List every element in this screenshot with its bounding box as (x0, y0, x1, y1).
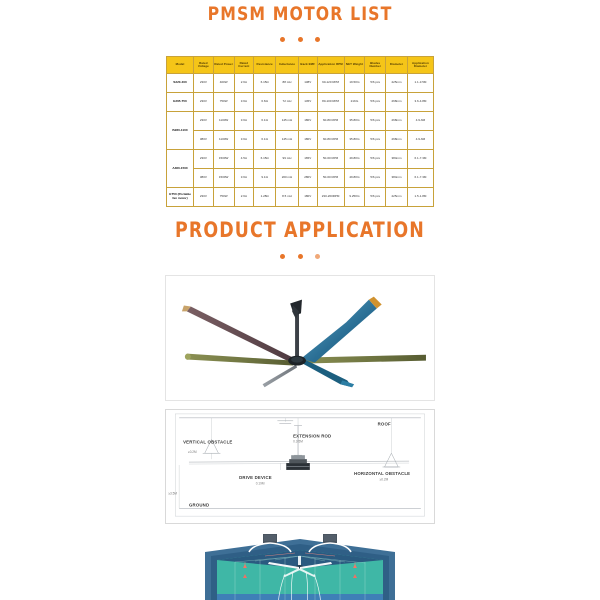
table-cell-current: 4.5A (234, 150, 254, 169)
table-header-cell-8: NET Weight (344, 57, 365, 74)
table-cell-model: S220-400 (167, 74, 194, 93)
table-header-cell-2: Rated Power (213, 57, 234, 74)
table-cell-blades: 5/6 pcs (365, 112, 386, 131)
table-cell-voltage: 380V (194, 131, 214, 150)
table-header-cell-5: Inductance (276, 57, 299, 74)
page-title-motor-list: PMSM MOTOR LIST (207, 3, 393, 25)
table-cell-power: 750W (213, 93, 234, 112)
table-header-cell-11: Application Diameter (407, 57, 433, 74)
table-cell-rpm: 50-60 RPM (317, 150, 344, 169)
diagram-label-vertical-obstacle-line1: VERTICAL OBSTACLE (183, 439, 233, 445)
table-header-cell-3: Rated Current (234, 57, 254, 74)
dot-1 (280, 254, 285, 259)
table-cell-resistance: 9.1Ω (254, 169, 276, 188)
dot-3 (315, 254, 320, 259)
table-row (167, 131, 434, 150)
diagram-label-horizontal-obstacle: HORIZONTAL OBSTACLE (354, 470, 411, 476)
diagram-value-floor-height: ≥3.5M (168, 491, 178, 496)
hvls-fan-photo (165, 275, 435, 401)
table-cell-back-emf: 138V (298, 74, 317, 93)
table-cell-inductance: 99 mH (276, 150, 299, 169)
table-cell-resistance: 1.28Ω (254, 188, 276, 207)
table-cell-blades: 5/6 pcs (365, 150, 386, 169)
table-header-cell-9: Blades Number (365, 57, 386, 74)
dot-3 (315, 37, 320, 42)
table-cell-voltage: 380V (194, 169, 214, 188)
dot-1 (280, 37, 285, 42)
table-cell-blades: 5/6 pcs (365, 131, 386, 150)
table-cell-voltage: 230V (194, 112, 214, 131)
table-cell-weight: 21KG (344, 93, 365, 112)
table-cell-current: 2.6A (234, 74, 254, 93)
table-cell-blades: 5/6 pcs (365, 169, 386, 188)
diagram-value-horizontal-obstacle: ≥0.2M (379, 477, 389, 482)
table-cell-weight: 9.25KG (344, 188, 365, 207)
table-cell-model: B280-1100 (167, 112, 194, 150)
table-cell-diameter: 384mm (386, 169, 408, 188)
table-row (167, 112, 434, 131)
table-header-cell-4: Resistance (254, 57, 276, 74)
table-row (167, 169, 434, 188)
table-cell-inductance: 72 mH (276, 93, 299, 112)
table-cell-current: 3.6A (234, 93, 254, 112)
table-header-cell-7: Application RPM (317, 57, 344, 74)
table-row (167, 150, 434, 169)
table-cell-power: 1100W (213, 112, 234, 131)
diagram-value-extension-rod: 0.3-5M (293, 439, 303, 444)
table-header-cell-10: Diameter (386, 57, 408, 74)
table-cell-current: 3.6A (234, 131, 254, 150)
table-row (167, 188, 434, 207)
title-dots-product-application (0, 246, 600, 264)
table-cell-weight: 35.8KG (344, 112, 365, 131)
table-cell-resistance: 6.15Ω (254, 74, 276, 93)
table-cell-voltage: 230V (194, 93, 214, 112)
table-cell-inductance: 200 mH (276, 169, 299, 188)
table-cell-diameter: 268mm (386, 112, 408, 131)
table-cell-rpm: 60-80 RPM (317, 112, 344, 131)
diagram-label-drive-device: DRIVE DEVICE (239, 474, 272, 480)
table-cell-app-diameter: 6.1-7.3M (407, 150, 433, 169)
warehouse-airflow-drawing (165, 532, 435, 600)
table-cell-resistance: 6.1Ω (254, 112, 276, 131)
table-cell-inductance: 145 mH (276, 112, 299, 131)
clearance-diagram-drawing (166, 410, 434, 523)
table-cell-power: 1100W (213, 131, 234, 150)
table-cell-inductance: 8.5 mH (276, 188, 299, 207)
dot-2 (298, 254, 303, 259)
table-cell-resistance: 6.6Ω (254, 93, 276, 112)
table-cell-weight: 35.8KG (344, 131, 365, 150)
table-cell-diameter: 268mm (386, 131, 408, 150)
page-title-product-application: PRODUCT APPLICATION (175, 218, 425, 242)
table-cell-back-emf: 180V (298, 131, 317, 150)
table-row (167, 74, 434, 93)
installation-clearance-diagram (165, 409, 435, 524)
table-cell-weight: 49.8KG (344, 150, 365, 169)
table-cell-voltage: 230V (194, 74, 214, 93)
table-cell-inductance: 88 mH (276, 74, 299, 93)
table-cell-weight: 19.5KG (344, 74, 365, 93)
table-cell-app-diameter: 4.9-6M (407, 112, 433, 131)
table-cell-diameter: 268mm (386, 93, 408, 112)
table-cell-voltage: 230V (194, 188, 214, 207)
diagram-value-drive-device: 0.19M (255, 481, 265, 486)
table-cell-power: 400W (213, 74, 234, 93)
table-cell-blades: 5/6 pcs (365, 93, 386, 112)
table-cell-power: 1500W (213, 169, 234, 188)
table-cell-app-diameter: 6.1-7.3M (407, 169, 433, 188)
table-cell-back-emf: 180V (298, 188, 317, 207)
table-header-row (167, 57, 434, 74)
table-cell-model: GT50 (Portable fan motor) (167, 188, 194, 207)
table-cell-app-diameter: 3.6-4.8M (407, 93, 433, 112)
pmsm-motor-spec-table (166, 56, 434, 207)
diagram-label-roof: ROOF (377, 421, 391, 427)
table-cell-blades: 5/6 pcs (365, 74, 386, 93)
diagram-label-ground: GROUND (188, 502, 210, 508)
table-cell-blades: 5/6 pcs (365, 188, 386, 207)
table-cell-diameter: 225mm (386, 74, 408, 93)
table-cell-weight: 49.8KG (344, 169, 365, 188)
table-cell-back-emf: 165V (298, 150, 317, 169)
table-cell-rpm: 230-260RPM (317, 188, 344, 207)
table-cell-rpm: 50-60 RPM (317, 169, 344, 188)
table-cell-power: 1500W (213, 150, 234, 169)
spec-table-wrapper (166, 56, 434, 207)
diagram-label-extension-rod: EXTENSION ROD (293, 433, 332, 439)
table-cell-rpm: 80-100 RPM (317, 93, 344, 112)
table-cell-rpm: 90-120 RPM (317, 74, 344, 93)
table-cell-app-diameter: 1.5-1.8M (407, 188, 433, 207)
table-cell-back-emf: 280V (298, 169, 317, 188)
table-cell-voltage: 230V (194, 150, 214, 169)
table-cell-model: E265-750 (167, 93, 194, 112)
table-header-cell-1: Rated Voltage (194, 57, 214, 74)
table-cell-app-diameter: 1.1-3.5M (407, 74, 433, 93)
hvls-fan-illustration (166, 276, 434, 400)
diagram-value-vertical-obstacle: ≥0.2M (187, 450, 197, 455)
warehouse-airflow-illustration (165, 532, 435, 600)
table-cell-back-emf: 145V (298, 93, 317, 112)
table-row (167, 93, 434, 112)
table-cell-diameter: 384mm (386, 150, 408, 169)
title-dots-motor-list (0, 29, 600, 47)
table-cell-model: A480-1500 (167, 150, 194, 188)
table-header-cell-6: Back EMF (298, 57, 317, 74)
table-cell-rpm: 60-80 RPM (317, 131, 344, 150)
table-cell-current: 3.6A (234, 112, 254, 131)
table-header-cell-0: Model (167, 57, 194, 74)
table-cell-resistance: 6.15Ω (254, 150, 276, 169)
dot-2 (298, 37, 303, 42)
table-cell-power: 750W (213, 188, 234, 207)
table-cell-back-emf: 180V (298, 112, 317, 131)
table-cell-app-diameter: 4.9-6M (407, 131, 433, 150)
table-cell-current: 2.6A (234, 188, 254, 207)
table-cell-inductance: 145 mH (276, 131, 299, 150)
table-cell-diameter: 225mm (386, 188, 408, 207)
table-cell-current: 3.6A (234, 169, 254, 188)
table-cell-resistance: 6.1Ω (254, 131, 276, 150)
table-body (167, 74, 434, 207)
